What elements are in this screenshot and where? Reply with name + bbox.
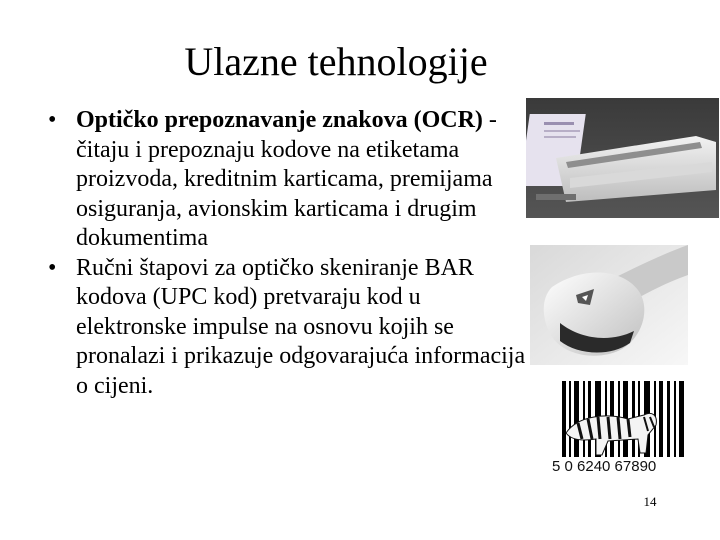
bullet-dot: • — [48, 107, 57, 133]
bullet-item-barcode-wand — [48, 254, 528, 402]
bullet-body-text: - čitaju i prepoznaju kodove na etiketama proizvoda, kreditnim karticama, premijama osiguranja, avionskim karticama i drugim dokumentima — [76, 107, 497, 251]
bullet-list — [48, 106, 528, 401]
bullet-lead-text: Optičko prepoznavanje znakova (OCR) — [76, 107, 483, 133]
bullet-dot: • — [48, 254, 57, 281]
slide-title: Ulazne tehnologije — [184, 39, 488, 84]
barcode-wand-image — [530, 245, 688, 365]
barcode-digits: 5 0 6240 67890 — [552, 458, 657, 475]
bullet-body-text: Ručni štapovi za optičko skeniranje BAR kodova (UPC kod) pretvaraju kod u elektronske impulse na osnovu kojih se pronalazi i prikazuje odgovarajuća informacija o cijeni. — [76, 254, 526, 399]
page-number: 14 — [643, 494, 657, 509]
zebra-barcode-image — [548, 375, 698, 495]
ocr-reader-image — [526, 98, 719, 218]
bullet-item-ocr — [48, 106, 528, 254]
